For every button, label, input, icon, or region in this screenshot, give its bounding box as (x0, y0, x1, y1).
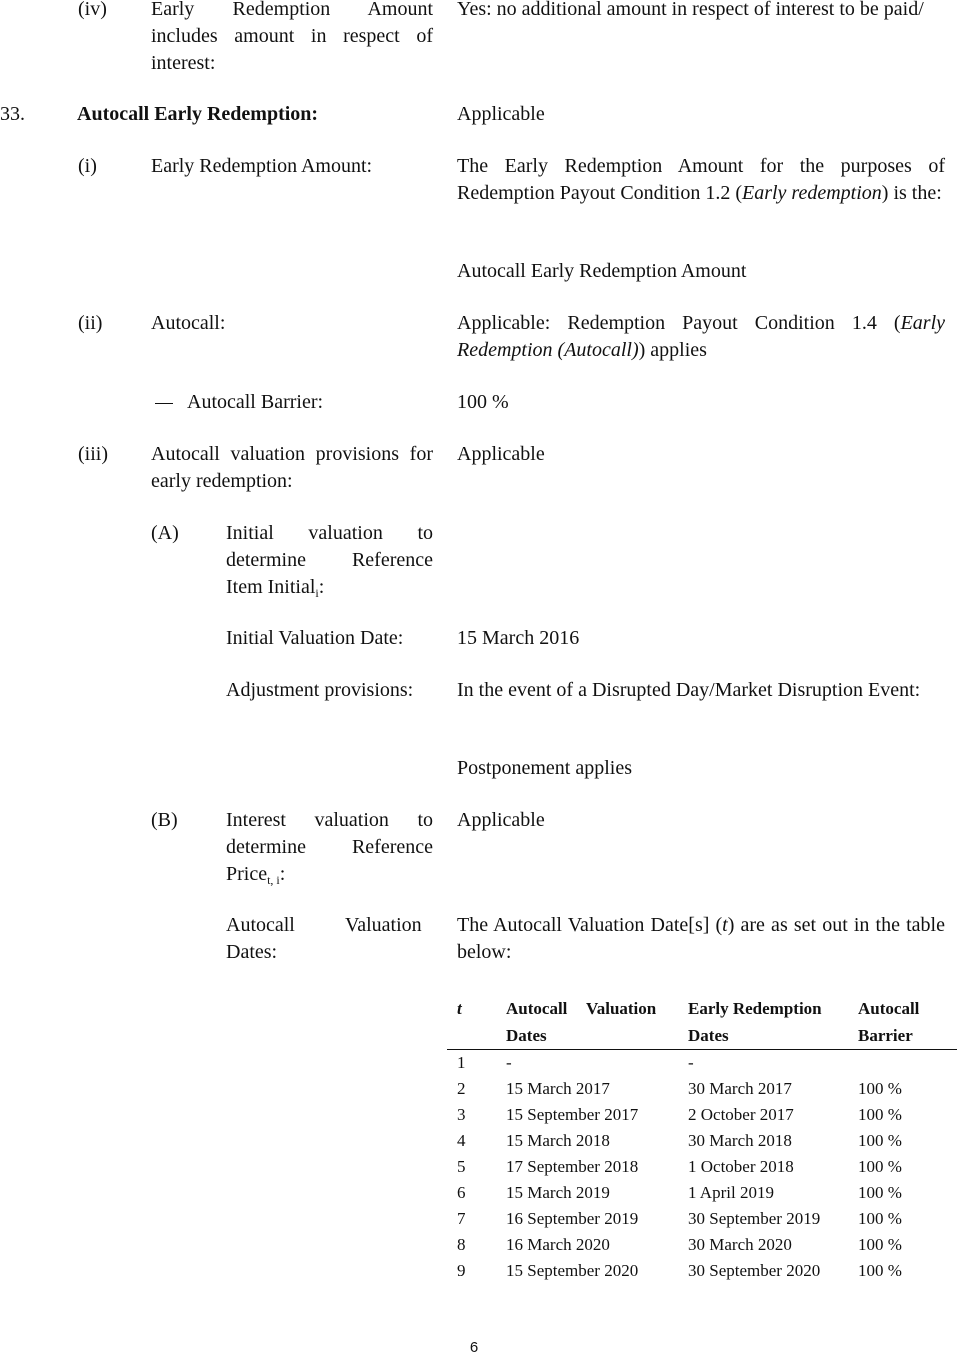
item-iv-label: Early Redemption Amount includes amount in respect of interest: (151, 0, 433, 74)
autocall-valuation-dates-value: The Autocall Valuation Date[s] (t) are as set out in the table below: (457, 914, 945, 963)
autocall-valuation-dates-label-word-3: Dates: (226, 941, 278, 963)
cell-barrier: 100 % (858, 1157, 902, 1176)
table-body (447, 1050, 957, 1284)
table-row (447, 1050, 957, 1076)
cell-redemption-date: 30 September 2019 (688, 1209, 821, 1228)
cell-valuation-date: 17 September 2018 (506, 1157, 639, 1176)
item-iii-number: (iii) (78, 443, 108, 465)
item-iv-number: (iv) (78, 0, 107, 20)
autocall-dates-table (447, 995, 957, 1284)
table-row (447, 1154, 957, 1180)
autocall-barrier-label: Autocall Barrier: (155, 389, 323, 416)
adjustment-provisions-label: Adjustment provisions: (226, 679, 414, 701)
initial-valuation-date-value: 15 March 2016 (457, 627, 580, 649)
table-row (447, 1076, 957, 1102)
cell-barrier: 100 % (858, 1235, 902, 1254)
cell-valuation-date: 16 September 2019 (506, 1209, 639, 1228)
cell-t: 2 (457, 1079, 466, 1098)
table-row (447, 1180, 957, 1206)
cell-t: 3 (457, 1105, 466, 1124)
cell-redemption-date: 30 March 2017 (688, 1079, 792, 1098)
item-i-label: Early Redemption Amount: (151, 155, 373, 177)
cell-t: 1 (457, 1053, 466, 1072)
page-number: 6 (469, 1339, 479, 1356)
header-valuation-word-2: Valuation (586, 999, 657, 1018)
cell-valuation-date: 16 March 2020 (506, 1235, 610, 1254)
cell-valuation-date: 15 September 2020 (506, 1261, 639, 1280)
header-barrier-line-2: Barrier (858, 1026, 913, 1045)
item-i-value: The Early Redemption Amount for the purposes of Redemption Payout Condition 1.2 (Early redemption) is the: (457, 155, 945, 204)
item-b-value: Applicable (457, 809, 545, 831)
header-redemption-line-1: Early Redemption (688, 999, 822, 1018)
autocall-valuation-dates-label-word-2: Valuation (345, 914, 422, 936)
cell-redemption-date: - (688, 1053, 694, 1072)
item-ii-number: (ii) (78, 312, 103, 334)
cell-redemption-date: 1 October 2018 (688, 1157, 794, 1176)
header-redemption-line-2: Dates (688, 1026, 729, 1045)
item-iii-label: Autocall valuation provisions for early redemption: (151, 443, 433, 492)
cell-barrier: 100 % (858, 1209, 902, 1228)
autocall-valuation-dates-label-word-1: Autocall (226, 914, 295, 936)
section-33-number: 33. (0, 103, 25, 125)
autocall-barrier-value: 100 % (457, 391, 509, 413)
item-b-number: (B) (151, 809, 178, 831)
adjustment-provisions-value: In the event of a Disrupted Day/Market Disruption Event: (457, 679, 921, 701)
cell-barrier: 100 % (858, 1131, 902, 1150)
adjustment-provisions-value-2: Postponement applies (457, 757, 632, 779)
cell-t: 5 (457, 1157, 466, 1176)
header-valuation-word-3: Dates (506, 1026, 547, 1045)
initial-valuation-date-label: Initial Valuation Date: (226, 627, 404, 649)
item-iii-value: Applicable (457, 443, 545, 465)
cell-redemption-date: 1 April 2019 (688, 1183, 774, 1202)
table-row (447, 1128, 957, 1154)
cell-valuation-date: 15 September 2017 (506, 1105, 639, 1124)
cell-t: 9 (457, 1261, 466, 1280)
item-ii-label: Autocall: (151, 312, 226, 334)
cell-t: 8 (457, 1235, 466, 1254)
cell-redemption-date: 30 March 2020 (688, 1235, 792, 1254)
cell-redemption-date: 30 September 2020 (688, 1261, 821, 1280)
cell-redemption-date: 30 March 2018 (688, 1131, 792, 1150)
cell-valuation-date: 15 March 2018 (506, 1131, 610, 1150)
table-row (447, 1102, 957, 1128)
item-a-number: (A) (151, 522, 179, 544)
cell-barrier: 100 % (858, 1261, 902, 1280)
cell-t: 7 (457, 1209, 466, 1228)
item-i-value-2: Autocall Early Redemption Amount (457, 260, 747, 282)
cell-t: 4 (457, 1131, 466, 1150)
cell-t: 6 (457, 1183, 466, 1202)
item-i-number: (i) (78, 155, 97, 177)
cell-redemption-date: 2 October 2017 (688, 1105, 794, 1124)
item-b-label: Interest valuation to determine Reference Price$_{t, i}$: (226, 809, 433, 887)
cell-valuation-date: 15 March 2019 (506, 1183, 610, 1202)
cell-barrier: 100 % (858, 1079, 902, 1098)
item-iv-value: Yes: no additional amount in respect of interest to be paid/ (457, 0, 924, 20)
header-t: t (457, 999, 462, 1018)
table-row (447, 1258, 957, 1284)
cell-valuation-date: - (506, 1053, 512, 1072)
cell-barrier: 100 % (858, 1105, 902, 1124)
table-row (447, 1232, 957, 1258)
table-row (447, 1206, 957, 1232)
header-valuation-word-1: Autocall (506, 999, 568, 1018)
item-ii-value: Applicable: Redemption Payout Condition 1.4 (Early Redemption (Autocall)) applies (457, 312, 945, 361)
cell-valuation-date: 15 March 2017 (506, 1079, 610, 1098)
section-33-value: Applicable (457, 103, 545, 125)
header-barrier-line-1: Autocall (858, 999, 920, 1018)
dash-bullet (155, 403, 173, 404)
section-33-title: Autocall Early Redemption: (77, 103, 319, 125)
item-a-label: Initial valuation to determine Reference Item Initial$_i$: (226, 522, 433, 600)
cell-barrier: 100 % (858, 1183, 902, 1202)
table-header (447, 995, 957, 1050)
